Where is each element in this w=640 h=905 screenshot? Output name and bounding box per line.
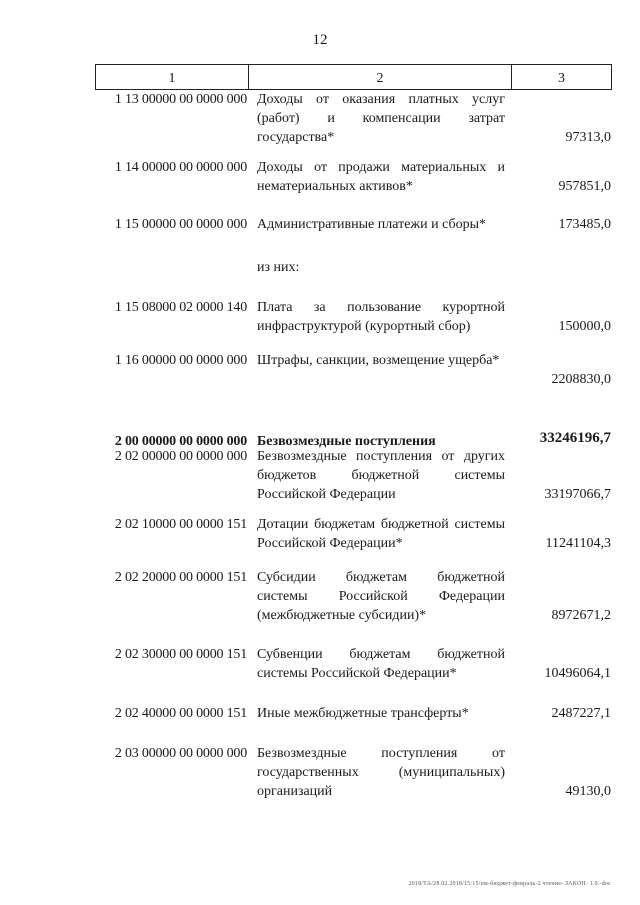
row-amount: 2487227,1 (551, 706, 611, 721)
budget-code: 1 15 00000 00 0000 000 (114, 217, 247, 232)
row-amount: 11241104,3 (545, 536, 611, 551)
row-description: Субсидии бюджетам бюджетной системы Российской Федерации (межбюджетные субсидии)* (257, 570, 505, 623)
row-description: Безвозмездные поступления от других бюджетов бюджетной системы Российской Федерации (257, 449, 505, 502)
column-header-code: 1 (96, 65, 249, 89)
page-number: 12 (312, 32, 328, 48)
row-description: Безвозмездные поступления от государственных (муниципальных) организаций (257, 746, 505, 799)
row-amount: 33197066,7 (544, 487, 611, 502)
row-description: из них: (257, 260, 300, 275)
budget-code: 2 02 10000 00 0000 151 (114, 517, 247, 532)
budget-code: 2 03 00000 00 0000 000 (114, 746, 247, 761)
budget-code: 2 02 30000 00 0000 151 (114, 647, 247, 662)
column-header-description: 2 (249, 65, 512, 89)
row-amount: 97313,0 (565, 130, 611, 145)
column-header-amount: 3 (558, 71, 565, 86)
row-description: Плата за пользование курортной инфраструктурой (курортный сбор) (257, 300, 505, 334)
row-amount: 10496064,1 (544, 666, 611, 681)
row-amount: 49130,0 (565, 784, 611, 799)
row-description: Доходы от продажи материальных и нематериальных активов* (257, 160, 505, 194)
budget-code: 2 00 00000 00 0000 000 (114, 434, 247, 449)
budget-code: 2 02 00000 00 0000 000 (114, 449, 247, 464)
row-description: Дотации бюджетам бюджетной системы Российской Федерации* (257, 517, 505, 551)
row-description: Субвенции бюджетам бюджетной системы Российской Федерации* (257, 647, 505, 681)
budget-code: 1 16 00000 00 0000 000 (114, 353, 247, 368)
column-header-row (95, 64, 612, 90)
row-description: Административные платежи и сборы* (257, 217, 486, 232)
budget-code: 2 02 40000 00 0000 151 (114, 706, 247, 721)
budget-code: 2 02 20000 00 0000 151 (114, 570, 247, 585)
row-amount: 2208830,0 (551, 372, 611, 387)
budget-code: 1 15 08000 02 0000 140 (114, 300, 247, 315)
row-amount: 173485,0 (558, 217, 611, 232)
row-amount: 957851,0 (558, 179, 611, 194)
row-amount: 8972671,2 (551, 608, 611, 623)
budget-code: 1 14 00000 00 0000 000 (114, 160, 247, 175)
row-description: Безвозмездные поступления (257, 434, 436, 449)
row-description: Штрафы, санкции, возмещение ущерба* (257, 353, 500, 368)
budget-code: 1 13 00000 00 0000 000 (114, 92, 247, 107)
row-amount: 150000,0 (558, 319, 611, 334)
document-footer-path: 2018/ТА/28.02.2018/15:15/пм-бюджет-февраль-2 чтение- ЗАКОН- 1.9.-doc (408, 881, 611, 887)
row-amount: 33246196,7 (539, 430, 611, 446)
row-description: Иные межбюджетные трансферты* (257, 706, 469, 721)
row-description: Доходы от оказания платных услуг (работ) и компенсации затрат государства* (257, 92, 505, 145)
